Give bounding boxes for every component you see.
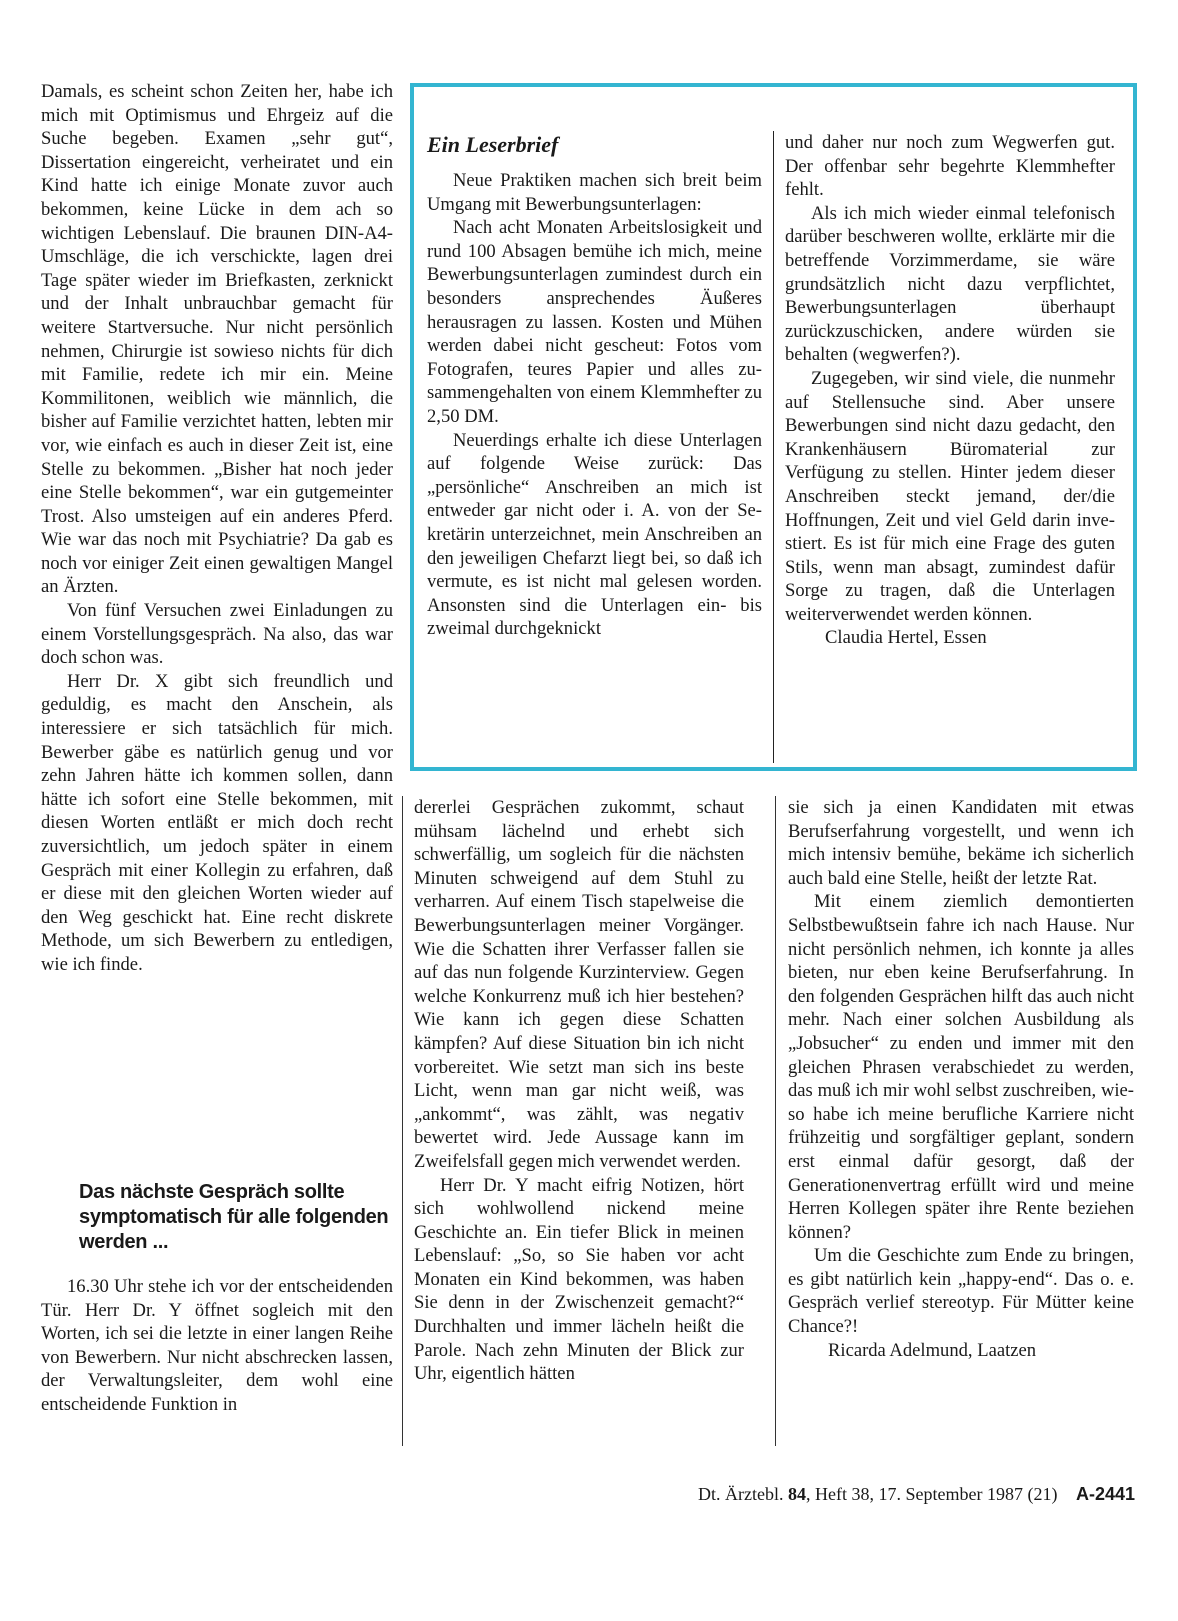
column-right: [788, 796, 1134, 1362]
page-number: A-2441: [1075, 1484, 1135, 1504]
letter-column-1: [427, 130, 762, 641]
letter-title: Ein Leserbrief: [427, 132, 559, 157]
journal-name: Dt. Ärztebl.: [698, 1484, 784, 1504]
body-paragraph: Herr Dr. X gibt sich freundlich und geduldig, es macht den Anschein, als interessiere er sich tatsächlich für mich. Bewerber gäbe es natürlich genug und vor zehn Jahren hätte ich kommen sollen, dann hätte ich sofort eine Stelle bekommen, mit diesen Worten entläßt er mich doch recht zuversichtlich, um jedoch später in einem Gespräch mit einer Kollegin zu erfahren, daß er diese mit den gleichen Worten wieder auf den Weg geschickt hat. Eine recht diskrete Methode, um sich Bewerbern zu entledigen, wie ich finde.: [41, 670, 393, 975]
letter-signature: Claudia Hertel, Essen: [825, 627, 987, 649]
body-paragraph: Damals, es scheint schon Zeiten her, habe ich mich mit Optimismus und Ehrgeiz auf die Suche begeben. Examen „sehr gut“, Dissertation eingereicht, verheiratet und ein Kind hatte ich einige Monate zuvor auch bekommen, keine Lücke in dem ach so wichtigen Lebenslauf. Die braunen DIN-A4-Umschläge, die ich verschickte, lagen drei Tage später wieder im Briefkasten, zerknickt und der Inhalt unbrauchbar gemacht für weitere Startversuche. Nur nicht persönlich nehmen, Chirurgie ist sowieso nichts für dich mit Familie, redete ich mir ein. Meine Kommilitonen, weiblich wie männlich, die bisher auf Familie verzichtet hatten, lebten mir vor, wie einfach es auch in dieser Zeit ist, eine Stelle zu bekommen. „Bisher hat noch jeder eine Stelle bekommen“, war ein gutgemeinter Trost. Also umsteigen auf ein anderes Pferd. Wie war das noch mit Psychiatrie? Da gab es noch vor einiger Zeit einen gewaltigen Mangel an Ärzten.: [41, 81, 393, 598]
column-middle: [414, 796, 744, 1386]
box-column-divider: [773, 131, 774, 763]
column-left-tail: [41, 1275, 393, 1417]
author-signature: Ricarda Adelmund, Laatzen: [828, 1339, 1037, 1361]
letter-paragraph: Neuerdings erhalte ich diese Unterlagen auf folgende Weise zurück: Das „persönliche“ Anschreiben an mich ist entweder gar nicht oder i. A. von der Sekretärin unterzeichnet, mein Anschreiben an den jeweiligen Chefarzt liegt bei, so daß ich vermute, es ist nicht mal gelesen worden. Ansonsten sind die Unterlagen ein- bis zweimal durchgeknickt: [427, 429, 762, 640]
letter-column-2: [785, 131, 1115, 650]
letter-paragraph: Zugegeben, wir sind viele, die nunmehr auf Stellensuche sind. Aber unsere Bewerbungen sind nicht dazu gedacht, den Krankenhäusern Büromaterial zur Verfügung zu stellen. Hinter jedem dieser Anschreiben steckt jemand, der/die Hoffnungen, Zeit und viel Geld darin investiert. Es ist für mich eine Frage des guten Stils, wenn man absagt, zumindest dafür Sorge zu tragen, daß die Unterlagen weiterverwendet werden können.: [785, 367, 1115, 625]
page-footer: [580, 1484, 1135, 1505]
body-paragraph: sie sich ja einen Kandidaten mit etwas Berufserfahrung vorgestellt, und wenn ich mich intensiv bemühe, bekäme ich sicherlich auch bald eine Stelle, heißt der letzte Rat.: [788, 797, 1134, 889]
body-paragraph: Um die Geschichte zum Ende zu bringen, es gibt natürlich kein „happy-end“. Das o. e. Gespräch verlief stereotyp. Für Mütter keine Chance?!: [788, 1245, 1134, 1338]
journal-volume: 84: [788, 1484, 806, 1504]
column-rule: [402, 796, 403, 1446]
letter-paragraph: Nach acht Monaten Arbeitslosigkeit und rund 100 Absagen bemühe ich mich, meine Bewerbungsunterlagen zumindest durch ein besonders ansprechendes Äußeres herausragen zu lassen. Kosten und Mühen werden dabei nicht gescheut: Fotos vom Fotografen, teures Papier und alles zusammengehalten von einem Klemmhefter zu 2,50 DM.: [427, 217, 762, 427]
letter-paragraph: und daher nur noch zum Wegwerfen gut. Der offenbar sehr begehrte Klemmhefter fehlt.: [785, 132, 1115, 201]
body-paragraph: Mit einem ziemlich demontierten Selbstbewußtsein fahre ich nach Hause. Nur nicht persönlich nehmen, ich konnte ja alles bieten, nur eben keine Berufserfahrung. In den folgenden Gesprächen hilft das auch nicht mehr. Nach einer solchen Ausbildung als „Jobsucher“ zu enden und immer mit den gleichen Phrasen verabschiedet zu werden, das muß ich mir wohl selbst zuschreiben, wieso habe ich meine berufliche Karriere nicht frühzeitig und sorgfältiger geplant, sondern erst einmal dafür gesorgt, daß der Generationenvertrag erfüllt wird und meine Herren Kollegen später ihre Rente beziehen können?: [788, 891, 1134, 1243]
body-paragraph: dererlei Gesprächen zukommt, schaut mühsam lächelnd und erhebt sich schwerfällig, um sogleich für die nächsten Minuten schweigend auf dem Stuhl zu verharren. Auf einem Tisch stapelweise die Bewerbungsunterlagen meiner Vorgänger. Wie die Schatten ihrer Verfasser fallen sie auf das nun folgende Kurzinterview. Gegen welche Konkurrenz muß ich hier bestehen? Wie kann ich gegen diese Schatten kämpfen? Auf diese Situation bin ich nicht vorbereitet. Wie setzt man sich ins beste Licht, wenn man gar nicht weiß, was „ankommt“, was zählt, was negativ bewertet wird. Jede Aussage kann im Zweifelsfall gegen mich verwendet werden.: [414, 797, 744, 1172]
body-paragraph: 16.30 Uhr stehe ich vor der entscheidenden Tür. Herr Dr. Y öffnet sogleich mit den Worten, ich sei die letzte in einer langen Reihe von Bewerbern. Nur nicht abschrecken lassen, der Verwaltungsleiter, dem wohl eine entscheidende Funktion in: [41, 1276, 393, 1415]
section-subheading: Das nächste Gespräch sollte symptomatisch für alle folgenden werden ...: [79, 1181, 389, 1253]
column-rule: [775, 796, 776, 1446]
column-left: [41, 80, 393, 977]
letter-paragraph: Neue Praktiken machen sich breit beim Umgang mit Bewerbungsunterlagen:: [427, 170, 762, 215]
letter-paragraph: Als ich mich wieder einmal telefonisch darüber beschweren wollte, erklärte mir die betreffende Vorzimmerdame, sie wäre grundsätzlich nicht dazu verpflichtet, Bewerbungsunterlagen überhaupt zurückzuschicken, andere würden sie behalten (wegwerfen?).: [785, 202, 1115, 366]
body-paragraph: Herr Dr. Y macht eifrig Notizen, hört sich wohlwollend nickend meine Geschichte an. Ein tiefer Blick in meinen Lebenslauf: „So, so Sie haben vor acht Monaten ein Kind bekommen, was haben Sie denn in der Zwischenzeit gemacht?“ Durchhalten und immer lächeln heißt die Parole. Nach zehn Minuten der Blick zur Uhr, eigentlich hätten: [414, 1174, 744, 1385]
issue-info: , Heft 38, 17. September 1987 (21): [806, 1484, 1058, 1504]
body-paragraph: Von fünf Versuchen zwei Einladungen zu einem Vorstellungsgespräch. Na also, das war doch schon was.: [41, 600, 393, 669]
